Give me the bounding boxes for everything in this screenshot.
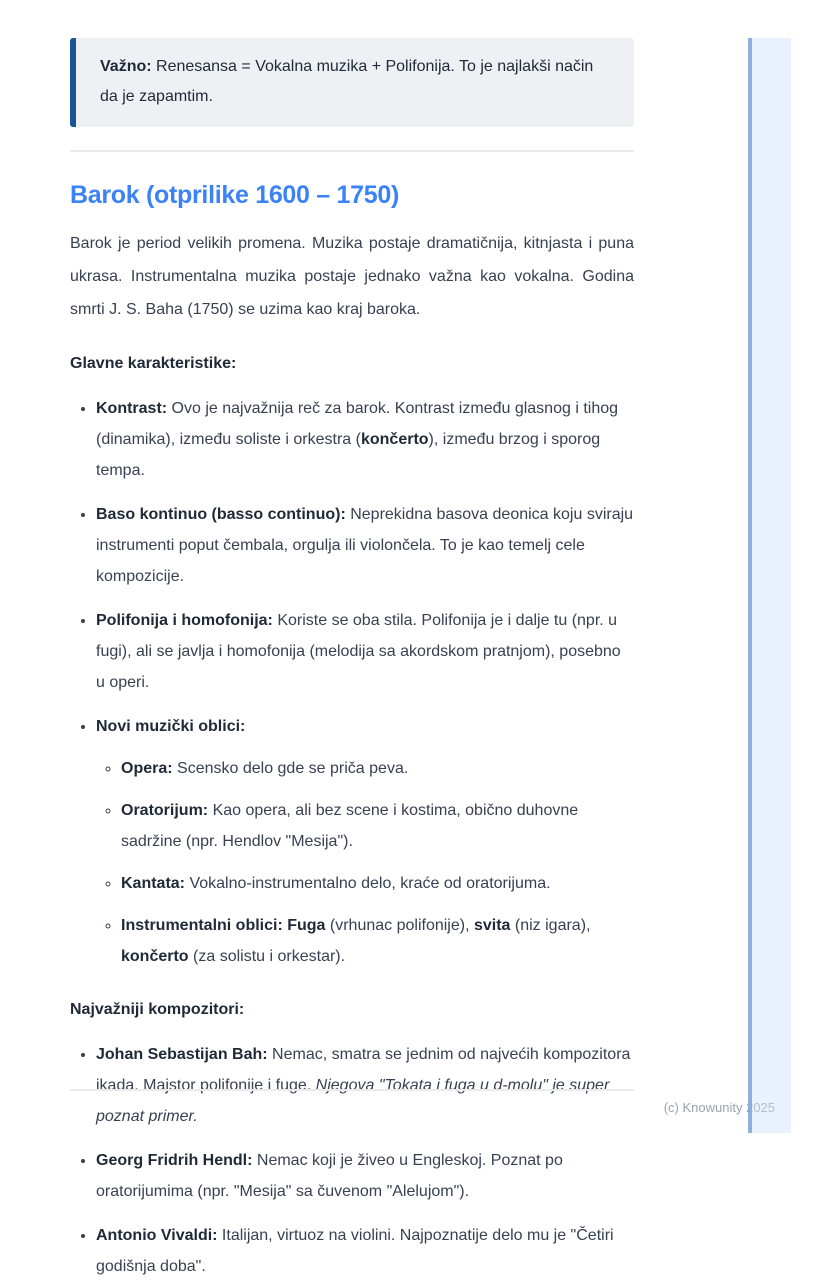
list-item: • Johan Sebastijan Bah: Nemac, smatra se jednim od najvećih kompozitora ikada. Majstor polifonije i fuge. Njegova "Tokata i fuga u d-molu" je super poznat primer. <box>96 1039 634 1132</box>
top-divider <box>70 150 634 152</box>
bottom-divider <box>70 1089 634 1091</box>
music-forms-sublist <box>96 753 634 972</box>
intro-paragraph: Barok je period velikih promena. Muzika postaje dramatičnija, kitnjasta i puna ukrasa. Instrumentalna muzika postaje jednako važna kao vokalna. Godina smrti J. S. Baha (1750) se uzima kao kraj baroka. <box>70 235 634 318</box>
sublist-item: ◦ Opera: Scensko delo gde se priča peva. <box>121 753 634 784</box>
sublist-item: ◦ Oratorijum: Kao opera, ali bez scene i kostima, obično duhovne sadržine (npr. Hendlov "Mesija"). <box>121 795 634 857</box>
important-callout <box>70 38 634 127</box>
composers-subheading: Najvažniji kompozitori: <box>70 1001 245 1018</box>
list-item: • Polifonija i homofonija: Koriste se oba stila. Polifonija je i dalje tu (npr. u fugi), ali se javlja i homofonija (melodija sa akordskom pratnjom), posebno u operi. <box>96 605 634 698</box>
list-item <box>96 711 634 972</box>
copyright-note: (c) Knowunity 2025 <box>663 1100 775 1115</box>
callout-text: Važno: Renesansa = Vokalna muzika + Polifonija. To je najlakši način da je zapamtim. <box>100 58 594 105</box>
composers-list <box>70 1039 634 1282</box>
list-item: • Georg Fridrih Hendl: Nemac koji je živeo u Engleskoj. Poznat po oratorijumima (npr. "Mesija" sa čuvenom "Alelujom"). <box>96 1145 634 1207</box>
list-item: • Antonio Vivaldi: Italijan, virtuoz na violini. Najpoznatije delo mu je "Četiri godišnja doba". <box>96 1220 634 1282</box>
sublist-item: ◦ Instrumentalni oblici: Fuga (vrhunac polifonije), svita (niz igara), končerto (za solistu i orkestar). <box>121 910 634 972</box>
section-heading: Barok (otprilike 1600 – 1750) <box>70 181 399 209</box>
list-item: • Baso kontinuo (basso continuo): Neprekidna basova deonica koju sviraju instrumenti poput čembala, orgulja ili violončela. To je kao temelj cele kompozicije. <box>96 499 634 592</box>
list-item-label: Novi muzički oblici: <box>96 718 246 735</box>
scrollbar-track[interactable] <box>748 38 791 1133</box>
sublist-item: ◦ Kantata: Vokalno-instrumentalno delo, kraće od oratorijuma. <box>121 868 634 899</box>
characteristics-subheading: Glavne karakteristike: <box>70 355 237 372</box>
characteristics-list <box>70 393 634 972</box>
list-item: • Kontrast: Ovo je najvažnija reč za barok. Kontrast između glasnog i tihog (dinamika), između soliste i orkestra (končerto), između brzog i sporog tempa. <box>96 393 634 486</box>
